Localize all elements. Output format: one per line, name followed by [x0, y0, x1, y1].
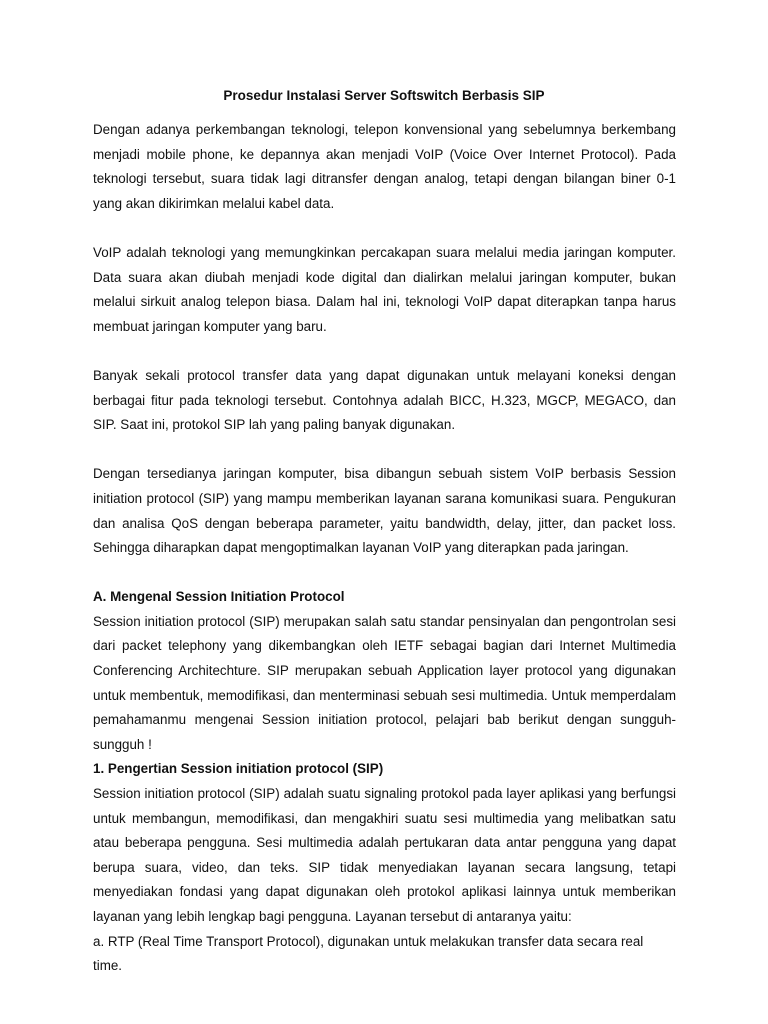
section-a-heading: A. Mengenal Session Initiation Protocol [93, 589, 345, 605]
paragraph-voip-intro: Dengan adanya perkembangan teknologi, telepon konvensional yang sebelumnya berkembang menjadi mobile phone, ke depannya akan menjadi VoIP (Voice Over Internet Protocol). Pada teknologi tersebut, suara tidak lagi ditransfer dengan analog, tetapi dengan bilangan biner 0-1 yang akan dikirimkan melalui kabel data. [93, 122, 676, 211]
list-item-rtp: a. RTP (Real Time Transport Protocol), digunakan untuk melakukan transfer data secara real time. [93, 933, 644, 974]
section-a-text: Session initiation protocol (SIP) merupakan salah satu standar pensinyalan dan pengontrolan sesi dari packet telephony yang dikembangkan oleh IETF sebagai bagian dari Internet Multimedia Conferencing Architechture. SIP merupakan sebuah Application layer protocol yang digunakan untuk membentuk, memodifikasi, dan menterminasi sebuah sesi multimedia. Untuk memperdalam pemahamanmu mengenai Session initiation protocol, pelajari bab berikut dengan sungguh-sungguh ! [93, 613, 676, 752]
document-body [93, 118, 676, 979]
paragraph-sip-network: Dengan tersedianya jaringan komputer, bisa dibangun sebuah sistem VoIP berbasis Session initiation protocol (SIP) yang mampu memberikan layanan sarana komunikasi suara. Pengukuran dan analisa QoS dengan beberapa parameter, yaitu bandwidth, delay, jitter, dan packet loss. Sehingga diharapkan dapat mengoptimalkan layanan VoIP yang diterapkan pada jaringan. [93, 466, 676, 556]
section-1-heading: 1. Pengertian Session initiation protocol (SIP) [93, 761, 384, 777]
section-1-text: Session initiation protocol (SIP) adalah suatu signaling protokol pada layer aplikasi yang berfungsi untuk membangun, memodifikasi, dan mengakhiri suatu sesi multimedia yang melibatkan satu atau beberapa pengguna. Sesi multimedia adalah pertukaran data antar pengguna yang dapat berupa suara, video, dan teks. SIP tidak menyediakan layanan secara langsung, tetapi menyediakan fondasi yang dapat digunakan oleh protokol aplikasi lainnya untuk memberikan layanan yang lebih lengkap bagi pengguna. Layanan tersebut di antaranya yaitu: [93, 786, 676, 924]
document-title: Prosedur Instalasi Server Softswitch Berbasis SIP [223, 88, 545, 103]
paragraph-voip-definition: VoIP adalah teknologi yang memungkinkan percakapan suara melalui media jaringan komputer. Data suara akan diubah menjadi kode digital dan dialirkan melalui jaringan komputer, bukan melalui sirkuit analog telepon biasa. Dalam hal ini, teknologi VoIP dapat diterapkan tanpa harus membuat jaringan komputer yang baru. [93, 244, 676, 334]
paragraph-protocols: Banyak sekali protocol transfer data yang dapat digunakan untuk melayani koneksi dengan berbagai fitur pada teknologi tersebut. Contohnya adalah BICC, H.323, MGCP, MEGACO, dan SIP. Saat ini, protokol SIP lah yang paling banyak digunakan. [93, 367, 676, 433]
